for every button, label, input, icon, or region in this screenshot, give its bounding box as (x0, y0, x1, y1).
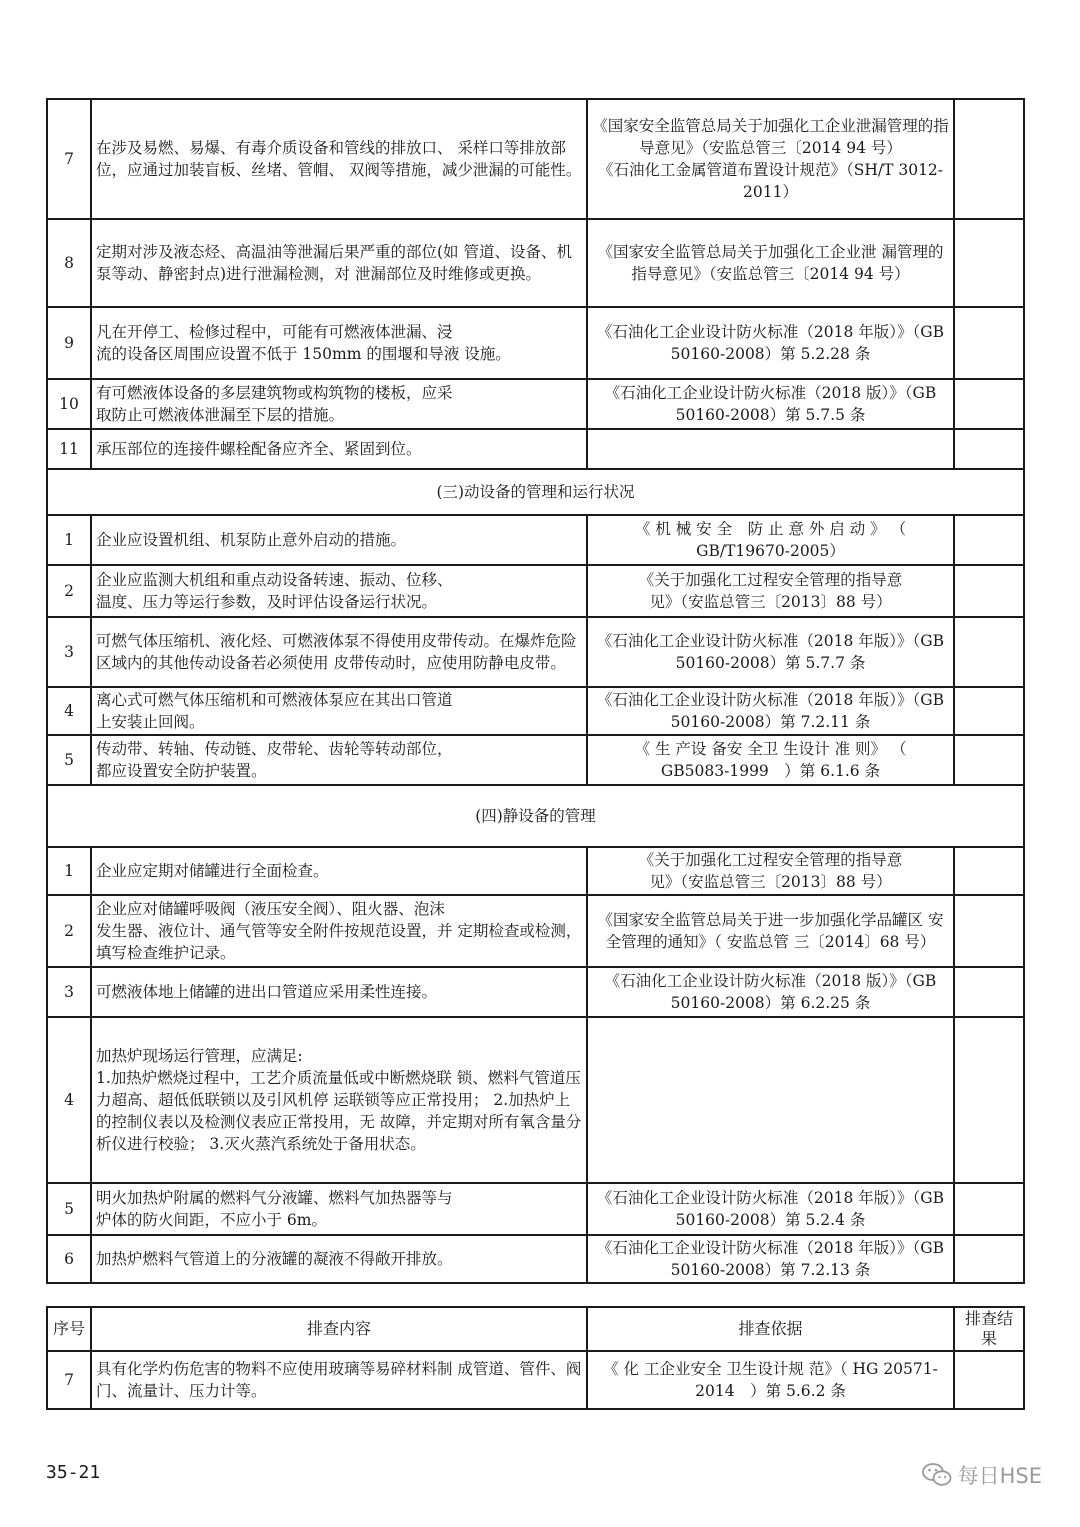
row-content: 离心式可燃气体压缩机和可燃液体泵应在其出口管道 上安装止回阀。 (91, 687, 587, 735)
watermark-text: 每日HSE (957, 1464, 1042, 1488)
row-result (954, 1183, 1024, 1235)
row-number: 7 (47, 1351, 91, 1409)
section-title: (三)动设备的管理和运行状况 (47, 469, 1024, 515)
row-number: 5 (47, 735, 91, 785)
table-row (47, 565, 1024, 617)
header-content: 排查内容 (91, 1307, 587, 1351)
row-basis: 《关于加强化工过程安全管理的指导意 见》（安监总管三〔2013〕88 号） (587, 565, 954, 617)
row-number: 4 (47, 687, 91, 735)
row-basis (587, 1017, 954, 1183)
row-content: 有可燃液体设备的多层建筑物或构筑物的楼板，应采 取防止可燃液体泄漏至下层的措施。 (91, 379, 587, 429)
row-number: 3 (47, 967, 91, 1017)
wechat-icon (922, 1462, 952, 1488)
table-row (47, 429, 1024, 469)
section-header-row (47, 785, 1024, 847)
section-header-row (47, 469, 1024, 515)
row-basis: 《石油化工企业设计防火标准（2018 年版）》（GB 50160-2008）第 7.2.11 条 (587, 687, 954, 735)
row-basis: 《 生 产设 备安 全卫 生设计 准 则》 （ GB5083-1999 ）第 6.1.6 条 (587, 735, 954, 785)
row-number: 3 (47, 617, 91, 687)
row-basis: 《 化 工企业安全 卫生设计规 范》（ HG 20571-2014 ）第 5.6.2 条 (587, 1351, 954, 1409)
row-content: 可燃气体压缩机、液化烃、可燃液体泵不得使用皮带传动。在爆炸危险区域内的其他传动设备若必须使用 皮带传动时，应使用防静电皮带。 (91, 617, 587, 687)
table-row (47, 1017, 1024, 1183)
row-basis: 《关于加强化工过程安全管理的指导意 见》（安监总管三〔2013〕88 号） (587, 847, 954, 895)
row-number: 7 (47, 99, 91, 219)
row-result (954, 219, 1024, 307)
row-number: 2 (47, 565, 91, 617)
row-result (954, 379, 1024, 429)
row-content: 企业应监测大机组和重点动设备转速、振动、位移、 温度、压力等运行参数，及时评估设备运行状况。 (91, 565, 587, 617)
row-number: 5 (47, 1183, 91, 1235)
row-result (954, 99, 1024, 219)
row-basis: 《 机 械 安 全 防 止 意 外 启 动 》 （ GB/T19670-2005） (587, 515, 954, 565)
table-header-row (47, 1307, 1024, 1351)
row-basis: 《国家安全监管总局关于进一步加强化学品罐区 安全管理的通知》（ 安监总管 三〔2014〕68 号） (587, 895, 954, 967)
table-row (47, 99, 1024, 219)
header-no: 序号 (47, 1307, 91, 1351)
row-content: 在涉及易燃、易爆、有毒介质设备和管线的排放口、 采样口等排放部位，应通过加装盲板、丝堵、管帽、 双阀等措施，减少泄漏的可能性。 (91, 99, 587, 219)
table-row (47, 515, 1024, 565)
row-basis: 《石油化工企业设计防火标准（2018 版）》（GB 50160-2008）第 6.2.25 条 (587, 967, 954, 1017)
inspection-table-main (46, 98, 1025, 1284)
table-row (47, 687, 1024, 735)
row-result (954, 847, 1024, 895)
row-basis: 《石油化工企业设计防火标准（2018 版）》（GB 50160-2008）第 5.7.5 条 (587, 379, 954, 429)
page-number: 35-21 (46, 1462, 101, 1483)
table-row (47, 1235, 1024, 1283)
section-title: (四)静设备的管理 (47, 785, 1024, 847)
row-content: 明火加热炉附属的燃料气分液罐、燃料气加热器等与 炉体的防火间距，不应小于 6m。 (91, 1183, 587, 1235)
row-result (954, 515, 1024, 565)
table-row (47, 307, 1024, 379)
row-result (954, 735, 1024, 785)
row-number: 9 (47, 307, 91, 379)
row-basis: 《石油化工企业设计防火标准（2018 年版）》（GB 50160-2008）第 5.2.4 条 (587, 1183, 954, 1235)
row-content: 企业应对储罐呼吸阀（液压安全阀）、阻火器、泡沫 发生器、液位计、通气管等安全附件按规范设置，并 定期检查或检测，填写检查维护记录。 (91, 895, 587, 967)
row-basis: 《石油化工企业设计防火标准（2018 年版）》（GB 50160-2008）第 5.2.28 条 (587, 307, 954, 379)
row-content: 加热炉燃料气管道上的分液罐的凝液不得敞开排放。 (91, 1235, 587, 1283)
row-content: 企业应设置机组、机泵防止意外启动的措施。 (91, 515, 587, 565)
row-result (954, 1017, 1024, 1183)
row-content: 企业应定期对储罐进行全面检查。 (91, 847, 587, 895)
watermark (922, 1460, 1042, 1490)
row-result (954, 1351, 1024, 1409)
row-result (954, 687, 1024, 735)
row-number: 4 (47, 1017, 91, 1183)
header-basis: 排查依据 (587, 1307, 954, 1351)
row-result (954, 1235, 1024, 1283)
row-number: 11 (47, 429, 91, 469)
row-result (954, 565, 1024, 617)
table-row (47, 847, 1024, 895)
row-basis: 《国家安全监管总局关于加强化工企业泄 漏管理的指导意见》（安监总管三〔2014 94 号） (587, 219, 954, 307)
table-row (47, 1351, 1024, 1409)
row-content: 传动带、转轴、传动链、皮带轮、齿轮等转动部位， 都应设置安全防护装置。 (91, 735, 587, 785)
row-number: 1 (47, 515, 91, 565)
row-result (954, 429, 1024, 469)
row-content: 凡在开停工、检修过程中，可能有可燃液体泄漏、浸 流的设备区周围应设置不低于 150mm 的围堰和导液 设施。 (91, 307, 587, 379)
row-basis: 《国家安全监管总局关于加强化工企业泄漏管理的指导意见》（安监总管三〔2014 94 号） 《石油化工金属管道布置设计规范》（SH/T 3012-2011） (587, 99, 954, 219)
row-number: 2 (47, 895, 91, 967)
row-number: 6 (47, 1235, 91, 1283)
row-basis: 《石油化工企业设计防火标准（2018 年版）》（GB 50160-2008）第 7.2.13 条 (587, 1235, 954, 1283)
row-result (954, 967, 1024, 1017)
table-row (47, 735, 1024, 785)
row-basis (587, 429, 954, 469)
row-content: 具有化学灼伤危害的物料不应使用玻璃等易碎材料制 成管道、管件、阀门、流量计、压力计等。 (91, 1351, 587, 1409)
inspection-table-second (46, 1306, 1025, 1410)
table-row (47, 1183, 1024, 1235)
table-row (47, 967, 1024, 1017)
row-result (954, 617, 1024, 687)
header-result: 排查结果 (954, 1307, 1024, 1351)
row-number: 8 (47, 219, 91, 307)
row-content: 加热炉现场运行管理，应满足: 1.加热炉燃烧过程中，工艺介质流量低或中断燃烧联 锁、燃料气管道压力超高、超低低联锁以及引风机停 运联锁等应正常投用； 2.加热炉上的控制仪表以及检测仪表应正常投用，无 故障，并定期对所有氧含量分析仪进行校验； 3.灭火蒸汽系统处于备用状态。 (91, 1017, 587, 1183)
table-row (47, 617, 1024, 687)
row-number: 10 (47, 379, 91, 429)
table-row (47, 379, 1024, 429)
row-content: 承压部位的连接件螺栓配备应齐全、紧固到位。 (91, 429, 587, 469)
row-content: 定期对涉及液态烃、高温油等泄漏后果严重的部位(如 管道、设备、机泵等动、静密封点)进行泄漏检测，对 泄漏部位及时维修或更换。 (91, 219, 587, 307)
row-content: 可燃液体地上储罐的进出口管道应采用柔性连接。 (91, 967, 587, 1017)
table-row (47, 895, 1024, 967)
row-result (954, 307, 1024, 379)
table-row (47, 219, 1024, 307)
row-result (954, 895, 1024, 967)
row-number: 1 (47, 847, 91, 895)
row-basis: 《石油化工企业设计防火标准（2018 年版）》（GB 50160-2008）第 5.7.7 条 (587, 617, 954, 687)
